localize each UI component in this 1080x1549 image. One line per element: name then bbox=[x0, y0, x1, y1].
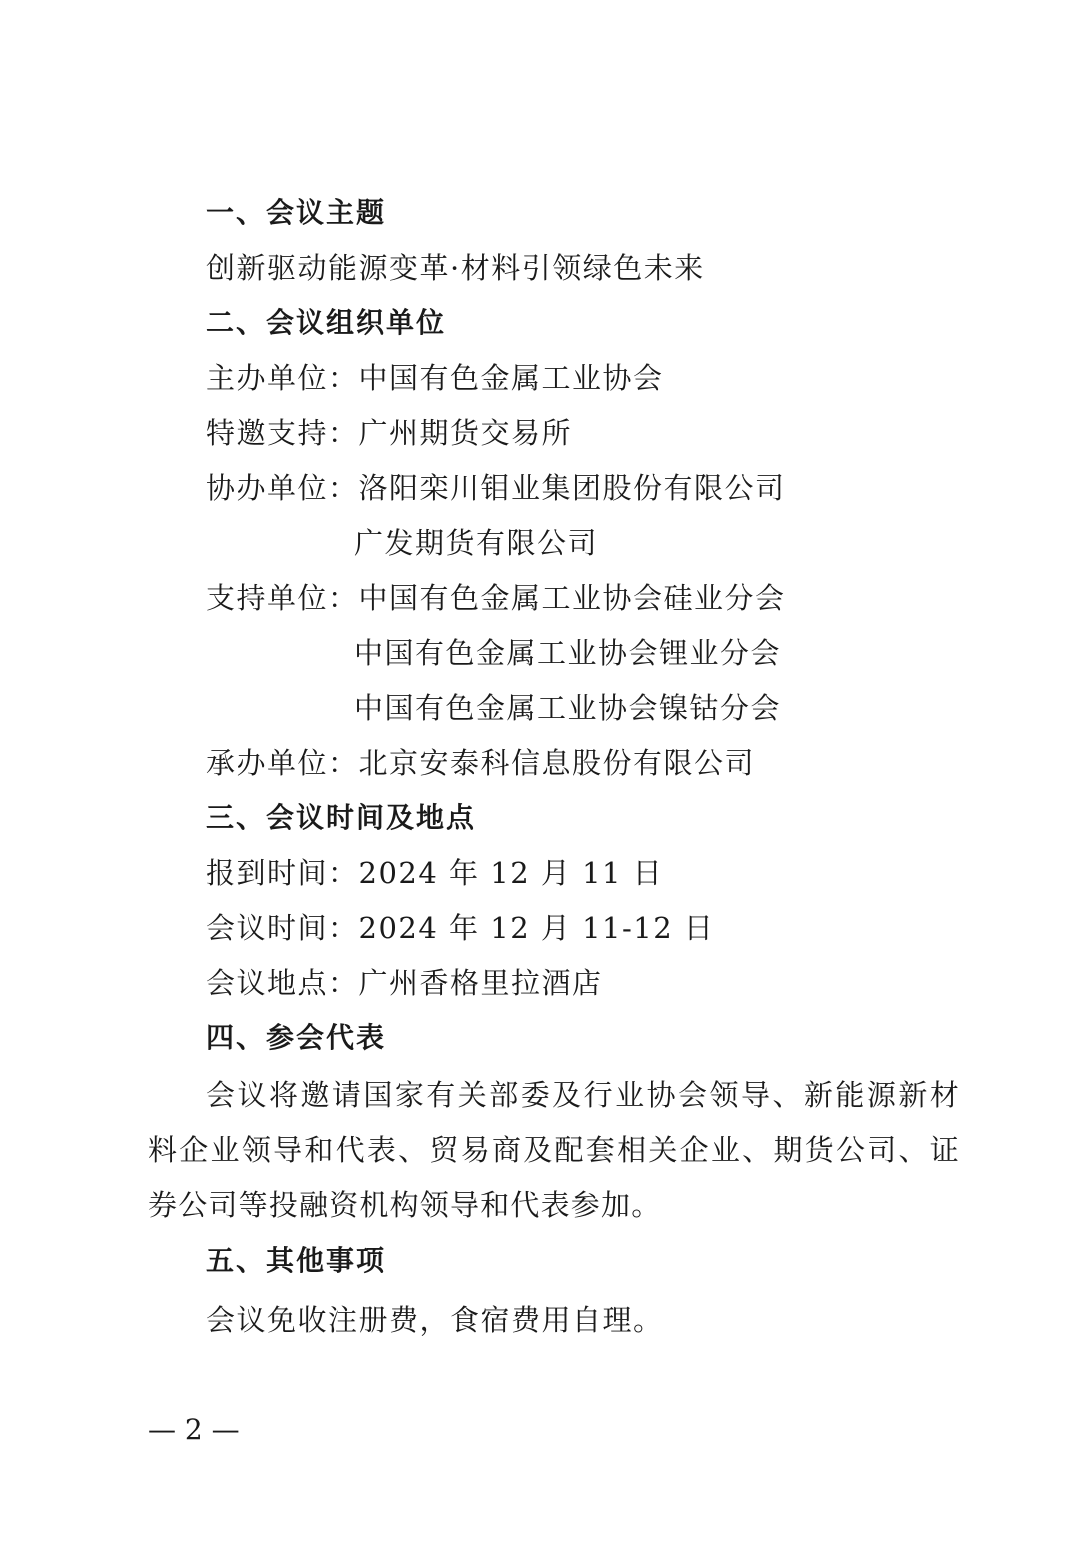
host-label: 主办单位： bbox=[206, 361, 359, 395]
meeting-time-value: 2024 年 12 月 11-12 日 bbox=[358, 911, 715, 945]
page-number: — 2 — bbox=[148, 1413, 240, 1446]
venue-value: 广州香格里拉酒店 bbox=[358, 966, 603, 1000]
section-2-heading: 二、会议组织单位 bbox=[206, 306, 447, 339]
host-value: 中国有色金属工业协会 bbox=[358, 361, 664, 395]
support-value-3: 中国有色金属工业协会镍钴分会 bbox=[354, 691, 782, 725]
special-support-label: 特邀支持： bbox=[206, 416, 359, 450]
support-row bbox=[206, 580, 786, 616]
checkin-row bbox=[206, 855, 663, 891]
support-value-2: 中国有色金属工业协会锂业分会 bbox=[354, 636, 782, 670]
section-1-heading: 一、会议主题 bbox=[206, 196, 387, 229]
host-row bbox=[206, 360, 664, 396]
other-matters-text: 会议免收注册费，食宿费用自理。 bbox=[206, 1303, 664, 1337]
special-support-value: 广州期货交易所 bbox=[358, 416, 573, 450]
section-3-heading: 三、会议时间及地点 bbox=[206, 801, 477, 834]
checkin-value: 2024 年 12 月 11 日 bbox=[358, 856, 664, 890]
organizer-value: 北京安泰科信息股份有限公司 bbox=[358, 746, 756, 780]
co-organizer-value-2: 广发期货有限公司 bbox=[354, 526, 599, 560]
co-organizer-value-1: 洛阳栾川钼业集团股份有限公司 bbox=[358, 471, 786, 505]
attendees-paragraph: 会议将邀请国家有关部委及行业协会领导、新能源新材料企业领导和代表、贸易商及配套相关企业、期货公司、证券公司等投融资机构领导和代表参加。 bbox=[148, 1078, 960, 1222]
section-4-heading: 四、参会代表 bbox=[206, 1021, 387, 1054]
co-organizer-label: 协办单位： bbox=[206, 471, 359, 505]
organizer-row bbox=[206, 745, 755, 781]
co-organizer-row bbox=[206, 470, 786, 506]
meeting-time-label: 会议时间： bbox=[206, 911, 359, 945]
organizer-label: 承办单位： bbox=[206, 746, 359, 780]
venue-label: 会议地点： bbox=[206, 966, 359, 1000]
special-support-row bbox=[206, 415, 572, 451]
meeting-time-row bbox=[206, 910, 714, 946]
checkin-label: 报到时间： bbox=[206, 856, 359, 890]
support-value-1: 中国有色金属工业协会硅业分会 bbox=[358, 581, 786, 615]
meeting-theme: 创新驱动能源变革·材料引领绿色未来 bbox=[206, 251, 705, 285]
venue-row bbox=[206, 965, 603, 1001]
section-5-heading: 五、其他事项 bbox=[206, 1244, 387, 1277]
support-label: 支持单位： bbox=[206, 581, 359, 615]
